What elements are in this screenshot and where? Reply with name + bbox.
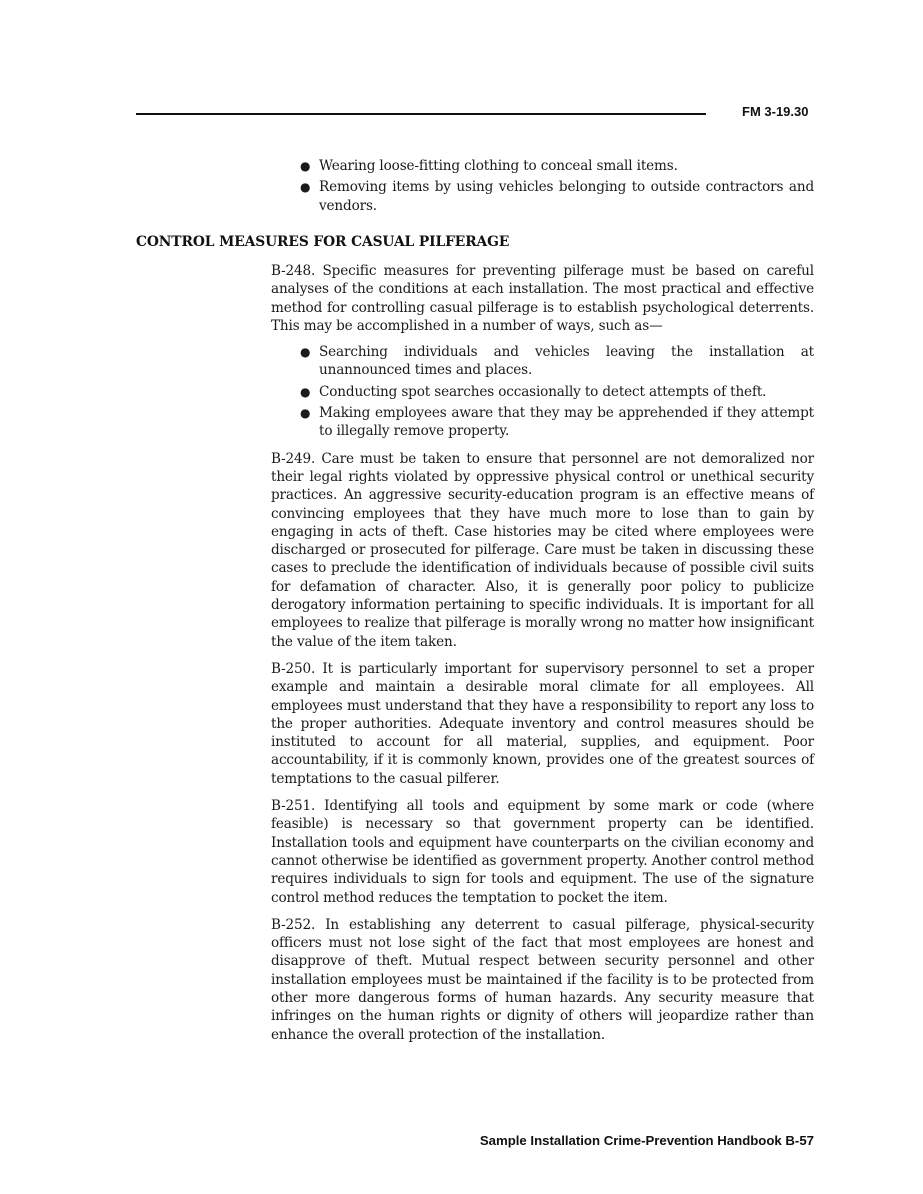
paragraph-b250: B-250. It is particularly important for supervisory personnel to set a proper example and maintain a desirable moral climate for all employees. All employees must understand that they have a responsibility to report any loss to the proper authorities. Adequate inventory and control measures should be instituted to account for all material, supplies, and equipment. Poor accountability, if it is commonly known, provides one of the greatest sources of temptations to the casual pilferer.: [271, 660, 814, 787]
top-bullet-list: [271, 157, 814, 218]
document-id: FM 3-19.30: [742, 104, 809, 119]
paragraph-b249: B-249. Care must be taken to ensure that personnel are not demoralized nor their legal rights violated by oppressive physical control or unethical security practices. An aggressive security-education program is an effective means of convincing employees that they have much more to lose than to gain by engaging in acts of theft. Case histories may be cited where employees were discharged or prosecuted for pilferage. Care must be taken in discussing these cases to preclude the identification of individuals because of possible civil suits for defamation of character. Also, it is generally poor policy to publicize derogatory information pertaining to specific individuals. It is important for all employees to realize that pilferage is morally wrong no matter how insignificant the value of the item taken.: [271, 450, 814, 650]
bullet-icon: ●: [300, 345, 311, 360]
bullet-icon: ●: [300, 180, 311, 195]
section-body: [271, 262, 814, 1044]
bullet-icon: ●: [300, 406, 311, 421]
paragraph-b251: B-251. Identifying all tools and equipment by some mark or code (where feasible) is necessary so that government property can be identified. Installation tools and equipment have counterparts on the civilian economy and cannot otherwise be identified as government property. Another control method requires individuals to sign for tools and equipment. The use of the signature control method reduces the temptation to pocket the item.: [271, 798, 814, 906]
paragraph-b248: B-248. Specific measures for preventing pilferage must be based on careful analyses of the conditions at each installation. The most practical and effective method for controlling casual pilferage is to establish psychological deterrents. This may be accomplished in a number of ways, such as—: [271, 263, 814, 334]
b248-bullet-list: [271, 343, 814, 440]
bullet-icon: ●: [300, 159, 311, 173]
bullet-icon: ●: [300, 384, 311, 399]
list-item: ● Wearing loose-fitting clothing to conceal small items.: [300, 158, 678, 174]
list-item: ● Conducting spot searches occasionally to detect attempts of theft.: [300, 383, 767, 400]
list-item: ● Making employees aware that they may be apprehended if they attempt to illegally remove property.: [300, 405, 814, 440]
list-item: ● Searching individuals and vehicles leaving the installation at unannounced times and places.: [300, 344, 814, 379]
list-item: ● Removing items by using vehicles belonging to outside contractors and vendors.: [300, 179, 814, 214]
paragraph-b252: B-252. In establishing any deterrent to casual pilferage, physical-security officers must not lose sight of the fact that most employees are honest and disapprove of theft. Mutual respect between security personnel and other installation employees must be maintained if the facility is to be protected from other more dangerous forms of human hazards. Any security measure that infringes on the human rights or dignity of others will jeopardize rather than enhance the overall protection of the installation.: [271, 916, 814, 1043]
header-rule: [136, 113, 706, 115]
page-footer: Sample Installation Crime-Prevention Handbook B-57: [479, 1133, 814, 1148]
section-heading: CONTROL MEASURES FOR CASUAL PILFERAGE: [136, 234, 510, 250]
